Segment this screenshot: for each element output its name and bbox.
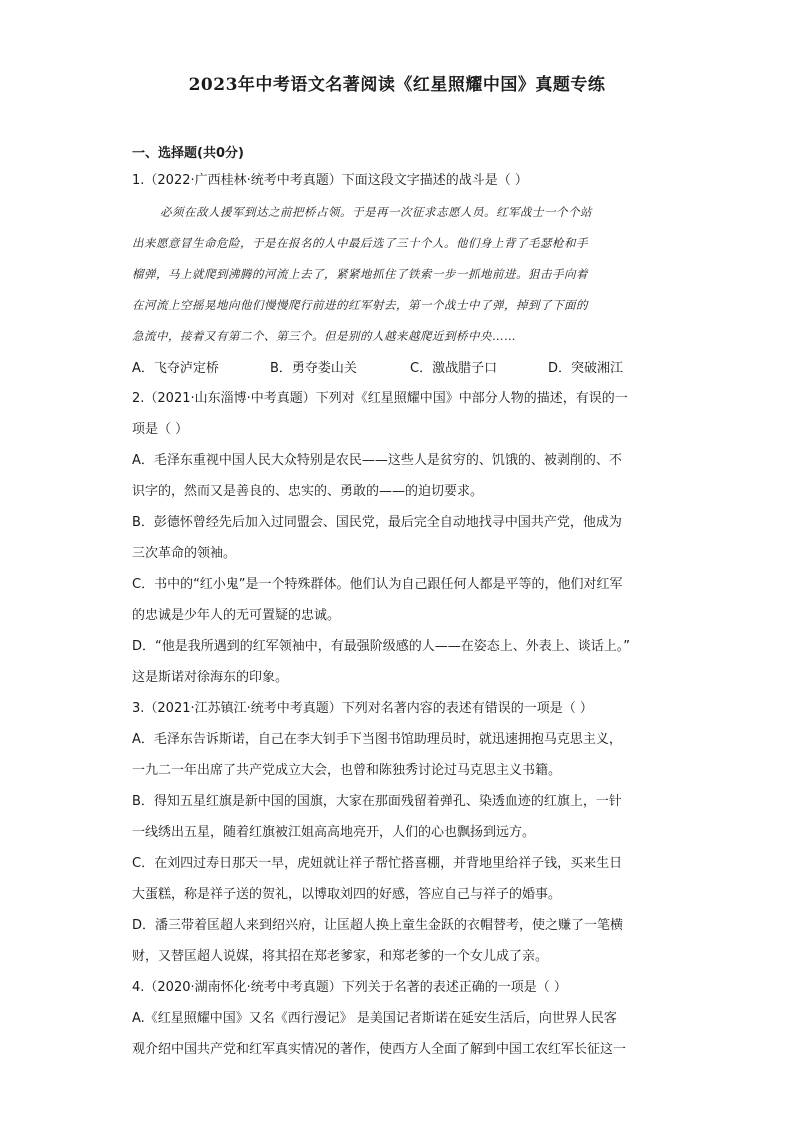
q4-option-a-cont: 观介绍中国共产党和红军真实情况的著作，使西方人全面了解到中国工农红军长征这一 xyxy=(132,1042,627,1057)
q2-option-b[interactable]: B．彭德怀曾经先后加入过同盟会、国民党，最后完全自动地找寻中国共产党，他成为 xyxy=(132,515,622,530)
q2-option-a-cont: 识字的，然而又是善良的、忠实的、勇敢的——的迫切要求。 xyxy=(132,484,484,499)
q3-option-d[interactable]: D．潘三带着匡超人来到绍兴府，让匡超人换上童生金跃的衣帽替考，使之赚了一笔横 xyxy=(132,918,624,933)
q1-option-b[interactable]: B．勇夺娄山关 xyxy=(270,361,357,376)
section-heading: 一、选择题(共0分) xyxy=(132,146,244,161)
q3-option-a[interactable]: A．毛泽东告诉斯诺，自己在李大钊手下当图书馆助理员时，就迅速拥抱马克思主义， xyxy=(132,732,622,747)
q1-passage-line: 榴弹，马上就爬到沸腾的河流上去了，紧紧地抓住了铁索一步一抓地前进。狙击手向着 xyxy=(132,267,588,281)
q3-option-a-cont: 一九二一年出席了共产党成立大会，也曾和陈独秀讨论过马克思主义书籍。 xyxy=(132,763,562,778)
q3-option-d-cont: 财，又替匡超人说媒，将其招在郑老爹家，和郑老爹的一个女儿成了亲。 xyxy=(132,949,549,964)
q1-option-a[interactable]: A．飞夺泸定桥 xyxy=(132,361,219,376)
q1-passage-line: 出来愿意冒生命危险，于是在报名的人中最后选了三十个人。他们身上背了毛瑟枪和手 xyxy=(132,236,588,250)
q3-option-c[interactable]: C．在刘四过寿日那天一早，虎妞就让祥子帮忙搭喜棚，并背地里给祥子钱，买来生日 xyxy=(132,856,623,871)
document-title: 2023年中考语文名著阅读《红星照耀中国》真题专练 xyxy=(188,75,606,95)
q3-option-b[interactable]: B．得知五星红旗是新中国的国旗，大家在那面残留着弹孔、染透血迹的红旗上，一针 xyxy=(132,794,622,809)
q1-passage-line: 急流中，接着又有第二个、第三个。但是别的人越来越爬近到桥中央…… xyxy=(132,329,516,343)
q2-option-d-cont: 这是斯诺对徐海东的印象。 xyxy=(132,670,289,685)
question-1-stem: 1.（2022·广西桂林·统考中考真题）下面这段文字描述的战斗是（ ） xyxy=(132,173,528,188)
q2-option-d[interactable]: D．“他是我所遇到的红军领袖中，有最强阶级感的人——在姿态上、外表上、谈话上。” xyxy=(132,639,630,654)
q3-option-b-cont: 一线绣出五星，随着红旗被江姐高高地亮开，人们的心也飘扬到远方。 xyxy=(132,825,536,840)
question-3-stem: 3.（2021·江苏镇江·统考中考真题）下列对名著内容的表述有错误的一项是（ ） xyxy=(132,701,593,716)
q1-option-d[interactable]: D．突破湘江 xyxy=(548,361,624,376)
q4-option-a[interactable]: A.《红星照耀中国》又名《西行漫记》 是美国记者斯诺在延安生活后，向世界人民客 xyxy=(132,1011,617,1026)
q2-option-a[interactable]: A．毛泽东重视中国人民大众特别是农民——这些人是贫穷的、饥饿的、被剥削的、不 xyxy=(132,453,622,468)
question-2-stem-cont: 项是（ ） xyxy=(132,422,189,437)
q1-option-c[interactable]: C．激战腊子口 xyxy=(410,361,498,376)
q2-option-b-cont: 三次革命的领袖。 xyxy=(132,546,237,561)
q1-options xyxy=(132,357,672,376)
q2-option-c-cont: 的忠诚是少年人的无可置疑的忠诚。 xyxy=(132,608,341,623)
question-4-stem: 4.（2020·湖南怀化·统考中考真题）下列关于名著的表述正确的一项是（ ） xyxy=(132,980,567,995)
q2-option-c[interactable]: C．书中的“红小鬼”是一个特殊群体。他们认为自己跟任何人都是平等的，他们对红军 xyxy=(132,577,623,592)
question-2-stem: 2.（2021·山东淄博·中考真题）下列对《红星照耀中国》中部分人物的描述，有误的一 xyxy=(132,391,628,406)
q3-option-c-cont: 大蛋糕，称是祥子送的贺礼，以博取刘四的好感，答应自己与祥子的婚事。 xyxy=(132,887,562,902)
q1-passage-line: 必须在敌人援军到达之前把桥占领。于是再一次征求志愿人员。红军战士一个个站 xyxy=(160,205,592,219)
q1-passage-line: 在河流上空摇晃地向他们慢慢爬行前进的红军射去，第一个战士中了弹，掉到了下面的 xyxy=(132,298,588,312)
